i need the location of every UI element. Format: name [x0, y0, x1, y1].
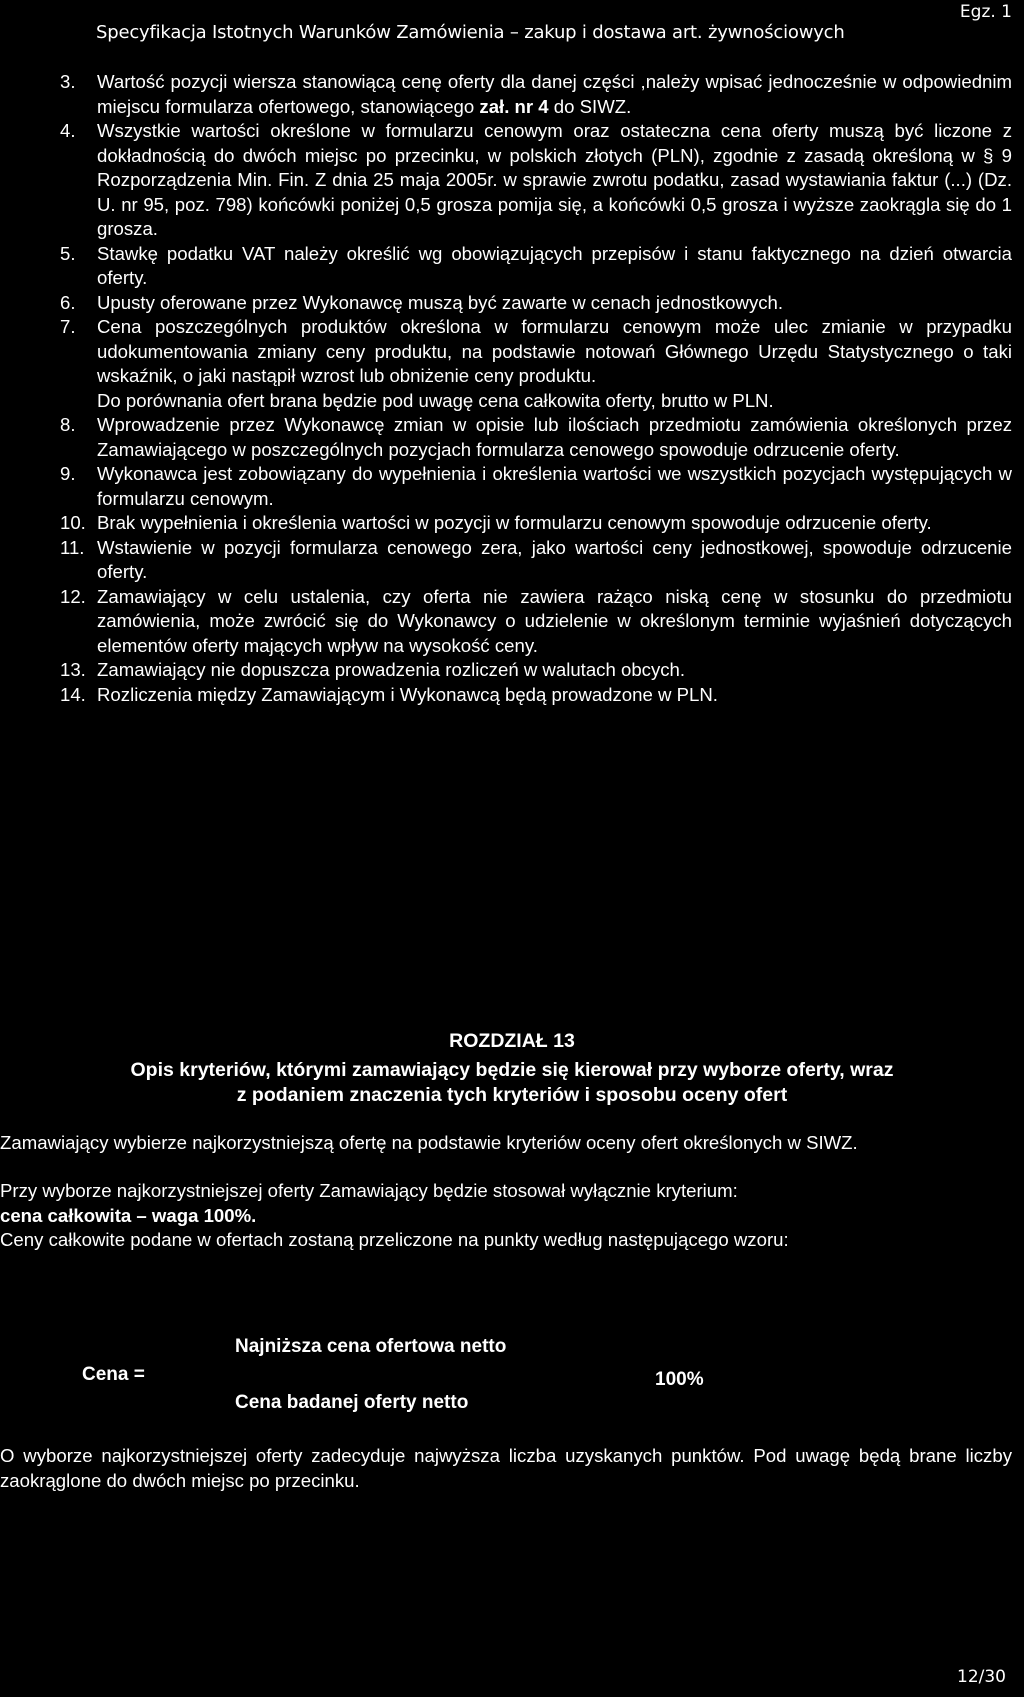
paragraph-criteria: Zamawiający wybierze najkorzystniejszą ofertę na podstawie kryteriów oceny ofert określonych w SIWZ.: [0, 1132, 858, 1153]
item-number: 11.: [60, 536, 85, 558]
list-item: [60, 291, 1012, 316]
paragraph-conversion: Ceny całkowite podane w ofertach zostaną przeliczone na punkty według następującego wzoru:: [0, 1229, 789, 1250]
item-note: Do porównania ofert brana będzie pod uwagę cena całkowita oferty, brutto w PLN.: [97, 389, 774, 411]
document-header: Specyfikacja Istotnych Warunków Zamówienia – zakup i dostawa art. żywnościowych: [96, 22, 845, 43]
list-item: [60, 315, 1012, 413]
price-formula: [0, 1314, 1024, 1434]
item-text: Stawkę podatku VAT należy określić wg obowiązujących przepisów i stanu faktycznego na dzień otwarcia oferty.: [97, 242, 1012, 288]
list-item: [60, 70, 1012, 119]
section-heading: [0, 1029, 1024, 1108]
list-item: [60, 658, 1012, 683]
list-item: [60, 242, 1012, 291]
formula-numerator: Najniższa cena ofertowa netto: [235, 1336, 507, 1357]
list-item: [60, 119, 1012, 242]
chapter-subtitle-line-1: Opis kryteriów, którymi zamawiający będzie się kierował przy wyborze oferty, wraz: [130, 1059, 894, 1081]
item-number: 5.: [60, 242, 76, 264]
list-item: [60, 585, 1012, 659]
paragraph-selection-text: Przy wyborze najkorzystniejszej oferty Zamawiający będzie stosował wyłącznie kryterium:: [0, 1180, 738, 1201]
list-item: [60, 462, 1012, 511]
item-number: 14.: [60, 683, 86, 705]
list-item: [60, 683, 1012, 708]
item-number: 3.: [60, 71, 76, 92]
list-item: [60, 511, 1012, 536]
item-number: 6.: [60, 291, 76, 313]
item-text: Wstawienie w pozycji formularza cenowego zera, jako wartości ceny jednostkowej, spowoduje odrzucenie oferty.: [97, 536, 1012, 582]
item-text-after: do SIWZ.: [548, 95, 632, 117]
item-text: Zamawiający nie dopuszcza prowadzenia rozliczeń w walutach obcych.: [97, 659, 686, 680]
formula-denominator: Cena badanej oferty netto: [235, 1392, 469, 1413]
paragraph-selection: [0, 1179, 1012, 1228]
item-text: Wykonawca jest zobowiązany do wypełnienia i określenia wartości we wszystkich pozycjach występujących w formularzu cenowym.: [97, 463, 1012, 509]
chapter-subtitle-line-2: z podaniem znaczenia tych kryteriów i sposobu oceny ofert: [236, 1084, 788, 1106]
list-item: [60, 536, 1012, 585]
item-number: 4.: [60, 120, 76, 141]
item-number: 10.: [60, 512, 86, 533]
item-text: Zamawiający w celu ustalenia, czy oferta nie zawiera rażąco niską cenę w stosunku do przedmiotu zamówienia, może zwrócić się do Wykonawcy o udzielenie w określonym terminie wyjaśnień dotyczących elementów oferty mających wpływ na wysokość ceny.: [97, 585, 1012, 656]
item-text: Brak wypełnienia i określenia wartości w pozycji w formularzu cenowym spowoduje odrzucenie oferty.: [97, 512, 932, 533]
item-text: Wszystkie wartości określone w formularzu cenowym oraz ostateczna cena oferty muszą być liczone z dokładnością do dwóch miejsc po przecinku, w polskich złotych (PLN), zgodnie z zasadą określoną w § 9 Rozporządzenia Min. Fin. Z dnia 25 maja 2005r. w sprawie zwrotu podatku, zasad wystawiania faktur (...) (Dz. U. nr 95, poz. 798) końcówki poniżej 0,5 grosza pomija się, a końcówki 0,5 grosza i wyższe zaokrągla się do 1 grosza.: [97, 120, 1012, 239]
item-number: 9.: [60, 463, 76, 484]
item-text: Wprowadzenie przez Wykonawcę zmian w opisie lub ilościach przedmiotu zamówienia określonych przez Zamawiającego w poszczególnych pozycjach formularza cenowego spowoduje odrzucenie oferty.: [97, 414, 1012, 460]
page-number: 12/30: [957, 1667, 1006, 1687]
numbered-list: [60, 70, 1012, 707]
item-text: Upusty oferowane przez Wykonawcę muszą być zawarte w cenach jednostkowych.: [97, 291, 784, 313]
formula-percent: 100%: [655, 1369, 704, 1390]
copy-number: Egz. 1: [959, 2, 1012, 22]
formula-label: Cena =: [82, 1364, 145, 1385]
item-number: 12.: [60, 585, 86, 607]
item-text: Wartość pozycji wiersza stanowiącą cenę oferty dla danej części ,należy wpisać jednocześnie w odpowiednim miejscu formularza ofertowego, stanowiącego: [97, 71, 1012, 117]
criterion-weight: cena całkowita – waga 100%.: [0, 1204, 257, 1226]
item-text: Rozliczenia między Zamawiającym i Wykonawcą będą prowadzone w PLN.: [97, 683, 718, 705]
item-number: 7.: [60, 316, 76, 337]
list-item: [60, 413, 1012, 462]
item-text: Cena poszczególnych produktów określona w formularzu cenowym może ulec zmianie w przypadku udokumentowania zmiany ceny produktu, na podstawie notowań Głównego Urzędu Statystycznego o taki wskaźnik, o jaki nastąpił wzrost lub obniżenie ceny produktu.: [97, 316, 1012, 386]
item-bold-text: zał. nr 4: [479, 95, 549, 117]
chapter-title: ROZDZIAŁ 13: [449, 1030, 575, 1052]
paragraph-decision: O wyborze najkorzystniejszej oferty zadecyduje najwyższa liczba uzyskanych punktów. Pod uwagę będą brane liczby zaokrąglone do dwóch miejsc po przecinku.: [0, 1445, 1012, 1491]
item-number: 8.: [60, 414, 76, 435]
item-number: 13.: [60, 659, 86, 680]
